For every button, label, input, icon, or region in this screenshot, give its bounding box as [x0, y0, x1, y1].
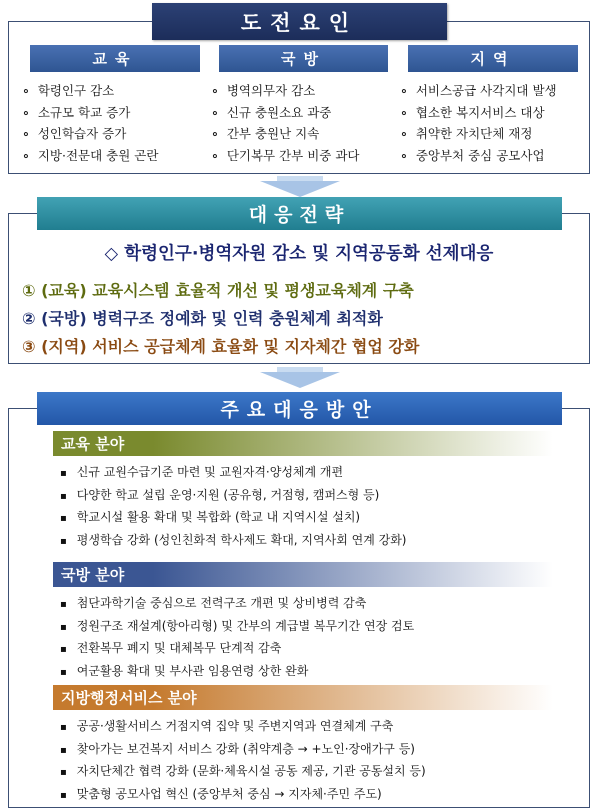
- list-item: ∘ 병역의무자 감소: [211, 80, 360, 102]
- list-item: ∘ 취약한 자치단체 재정: [400, 123, 557, 145]
- section-list-education: [60, 462, 406, 552]
- list-item: ▪ 다양한 학교 설립 운영·지원 (공유형, 거점형, 캠퍼스형 등): [60, 485, 406, 508]
- list-item: ∘ 성인학습자 증가: [22, 123, 158, 145]
- section-heading-defense: 국방 분야: [53, 562, 553, 587]
- list-item: ▪ 공공·생활서비스 거점지역 집약 및 주변지역과 연결체계 구축: [60, 716, 426, 739]
- list-item: ▪ 맞춤형 공모사업 혁신 (중앙부처 중심 → 지자체·주민 주도): [60, 784, 426, 807]
- section-heading-local-admin: 지방행정서비스 분야: [53, 685, 553, 710]
- challenges-title: 도전요인: [152, 3, 447, 40]
- list-item: ∘ 서비스공급 사각지대 발생: [400, 80, 557, 102]
- measures-title: 주요대응방안: [37, 392, 562, 425]
- down-arrow-icon: [260, 372, 340, 388]
- strategy-main: ◇ 학령인구·병역자원 감소 및 지역공동화 선제대응: [104, 244, 494, 264]
- list-item: ▪ 학교시설 활용 확대 및 복합화 (학교 내 지역시설 설치): [60, 507, 406, 530]
- challenge-heading-education: 교육: [30, 45, 200, 72]
- strategy-item-education: ① (교육) 교육시스템 효율적 개선 및 평생교육체계 구축: [22, 281, 414, 300]
- list-item: ∘ 단기복무 간부 비중 과다: [211, 145, 360, 167]
- list-item: ▪ 신규 교원수급기준 마련 및 교원자격·양성체계 개편: [60, 462, 406, 485]
- list-item: ▪ 전환복무 폐지 및 대체복무 단계적 감축: [60, 638, 414, 661]
- list-item: ▪ 자치단체간 협력 강화 (문화·체육시설 공동 제공, 기관 공동설치 등): [60, 761, 426, 784]
- list-item: ▪ 찾아가는 보건복지 서비스 강화 (취약계층 → +노인·장애가구 등): [60, 739, 426, 762]
- challenge-list-region: [400, 80, 557, 166]
- strategy-item-region: ③ (지역) 서비스 공급체계 효율화 및 지자체간 협업 강화: [22, 337, 420, 356]
- challenge-list-defense: [211, 80, 360, 166]
- list-item: ∘ 신규 충원소요 과중: [211, 102, 360, 124]
- list-item: ▪ 평생학습 강화 (성인친화적 학사제도 확대, 지역사회 연계 강화): [60, 530, 406, 553]
- list-item: ∘ 간부 충원난 지속: [211, 123, 360, 145]
- list-item: ▪ 첨단과학기술 중심으로 전력구조 개편 및 상비병력 감축: [60, 593, 414, 616]
- list-item: ∘ 중앙부처 중심 공모사업: [400, 145, 557, 167]
- list-item: ∘ 소규모 학교 증가: [22, 102, 158, 124]
- down-arrow-icon: [260, 181, 340, 197]
- list-item: ∘ 협소한 복지서비스 대상: [400, 102, 557, 124]
- list-item: ∘ 학령인구 감소: [22, 80, 158, 102]
- list-item: ▪ 여군활용 확대 및 부사관 임용연령 상한 완화: [60, 661, 414, 684]
- section-list-defense: [60, 593, 414, 683]
- challenge-list-education: [22, 80, 158, 166]
- list-item: ∘ 지방·전문대 충원 곤란: [22, 145, 158, 167]
- section-list-local-admin: [60, 716, 426, 806]
- challenge-heading-region: 지역: [408, 45, 578, 72]
- section-heading-education: 교육 분야: [53, 431, 553, 456]
- strategy-item-defense: ② (국방) 병력구조 정예화 및 인력 충원체계 최적화: [22, 309, 383, 328]
- list-item: ▪ 정원구조 재설계(항아리형) 및 간부의 계급별 복무기간 연장 검토: [60, 616, 414, 639]
- challenge-heading-defense: 국방: [219, 45, 388, 72]
- strategy-title: 대응전략: [37, 197, 562, 230]
